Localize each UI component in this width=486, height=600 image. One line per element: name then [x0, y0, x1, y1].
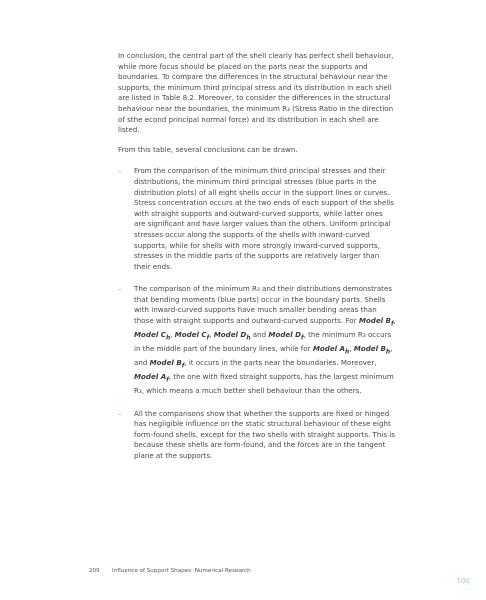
paragraph-intro: From this table, several conclusions can be drawn.: [118, 144, 298, 154]
page-number: 209: [89, 568, 100, 574]
bullet-dash: –: [118, 284, 122, 294]
bullet-text: All the comparisons show that whether the supports are fixed or hinged has negligible influence on the static structural behaviour of these eight form-found shells, except for the two shells with straight supports. This is because these shells are form-found, and the forces are in the tangent plane at the supports.: [134, 408, 395, 461]
bullet-text: From the comparison of the minimum third principal stresses and their distributions, the minimum third principal stresses (blue parts in the distribution plots) of all eight shells occur in the support lines or curves. Stress concentration occurs at the two ends of each support of the shells with straight supports and outward-curved supports, while latter ones are significant and have larger values than the others. Uniform principal stresses occur along the supports of the shells with inward-curved supports, while for shells with more strongly inward-curved supports, stresses in the middle parts of the supports are relatively larger than their ends.: [134, 166, 394, 271]
page-footer: [89, 568, 251, 574]
bullet-dash: –: [118, 408, 122, 418]
toc-link[interactable]: TOC: [457, 578, 471, 585]
toc-dots: ·····: [457, 587, 469, 592]
bullet-text: The comparison of the minimum R₃ and their distributions demonstrates that bending moments (blue parts) occur in the boundary parts. Shells with inward-curved supports have much smaller bending areas than those with straight supports and outward-curved supports. For Model $B_f$, Model $C_h$, Model $C_f$, Model $D_h$ and Model $D_f$, the minimum R₃ occurs in the middle part of the boundary lines, while for Model $A_h$, Model $B_h$, and Model $B_f$, it occurs in the parts near the boundaries. Moreover, Model $A_f$, the one with fixed straight supports, has the largest minimum R₃, which means a much better shell behaviour than the others.: [134, 284, 396, 396]
bullet-item-r3: [118, 284, 396, 396]
paragraph-conclusion: In conclusion, the central part of the shell clearly has perfect shell behaviour, while more focus should be placed on the parts near the supports and boundaries. To compare the differences in the structural behaviour near the supports, the minimum third principal stress and its distribution in each shell are listed in Table 8.2. Moreover, to consider the differences in the structural behaviour near the boundaries, the minimum R₃ (Stress Ratio in the direction of sthe econd principal normal force) and its distribution in each shell are listed.: [118, 51, 394, 135]
bullet-dash: –: [118, 166, 122, 176]
bullet-item-supports: [118, 409, 396, 462]
bullet-item-stresses: [118, 166, 396, 272]
main-text: [118, 51, 396, 462]
running-title: Influence of Support Shapes: Numerical Research: [112, 568, 251, 574]
